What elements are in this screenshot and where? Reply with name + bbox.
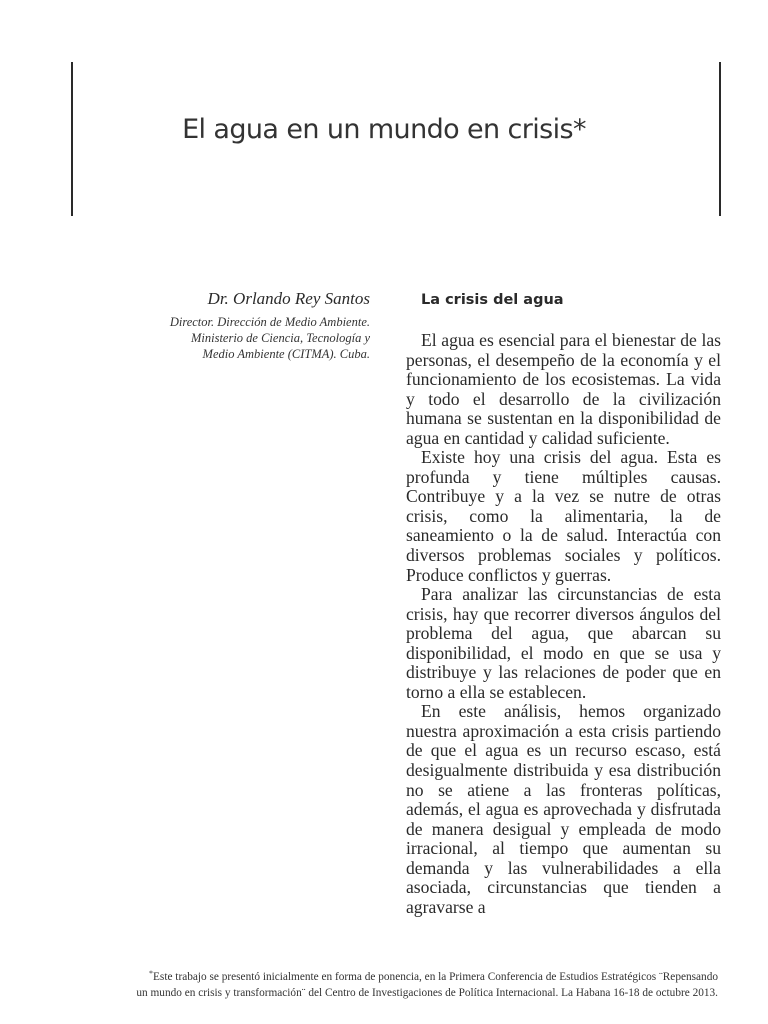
section-heading: La crisis del agua bbox=[421, 292, 564, 308]
author-block bbox=[140, 289, 370, 362]
paragraph: Existe hoy una crisis del agua. Esta es profunda y tiene múltiples causas. Contribuye y a la vez se nutre de otras crisis, como la alimentaria, la de saneamiento o la de salud. Interactúa con diversos problemas sociales y políticos. Produce conflictos y guerras. bbox=[406, 447, 721, 585]
footnote-line bbox=[40, 966, 718, 985]
paragraph: Para analizar las circunstancias de esta crisis, hay que recorrer diversos ángulos del problema del agua, que abarcan su disponibilidad, el modo en que se usa y distribuye y las relaciones de poder que en torno a ella se establecen. bbox=[406, 584, 721, 702]
footnote-text: Este trabajo se presentó inicialmente en forma de ponencia, en la Primera Conferencia de Estudios Estratégicos ¨Repensando bbox=[153, 971, 718, 983]
article-title: El agua en un mundo en crisis* bbox=[182, 114, 586, 145]
affiliation-line: Ministerio de Ciencia, Tecnología y bbox=[190, 331, 370, 345]
footnote bbox=[40, 966, 718, 1001]
body-text bbox=[406, 331, 721, 917]
footnote-marker: * bbox=[149, 969, 154, 978]
paragraph: El agua es esencial para el bienestar de las personas, el desempeño de la economía y el funcionamiento de los ecosistemas. La vida y todo el desarrollo de la civilización humana se sustentan en la disponibilidad de agua en cantidad y calidad suficiente. bbox=[406, 330, 721, 448]
affiliation-line: Director. Dirección de Medio Ambiente. bbox=[169, 315, 370, 329]
footnote-line: un mundo en crisis y transformación¨ del Centro de Investigaciones de Política Internacional. La Habana 16-18 de octubre 2013. bbox=[136, 987, 718, 999]
author-name: Dr. Orlando Rey Santos bbox=[207, 289, 370, 308]
author-affiliation bbox=[140, 314, 370, 362]
affiliation-line: Medio Ambiente (CITMA). Cuba. bbox=[202, 347, 370, 361]
paragraph: En este análisis, hemos organizado nuestra aproximación a esta crisis partiendo de que el agua es un recurso escaso, está desigualmente distribuida y esa distribución no se atiene a las fronteras políticas, además, el agua es aprovechada y disfrutada de manera desigual y empleada de modo irracional, al tiempo que aumentan su demanda y las vulnerabilidades a ella asociada, circunstancias que tienden a agravarse a bbox=[406, 701, 721, 917]
